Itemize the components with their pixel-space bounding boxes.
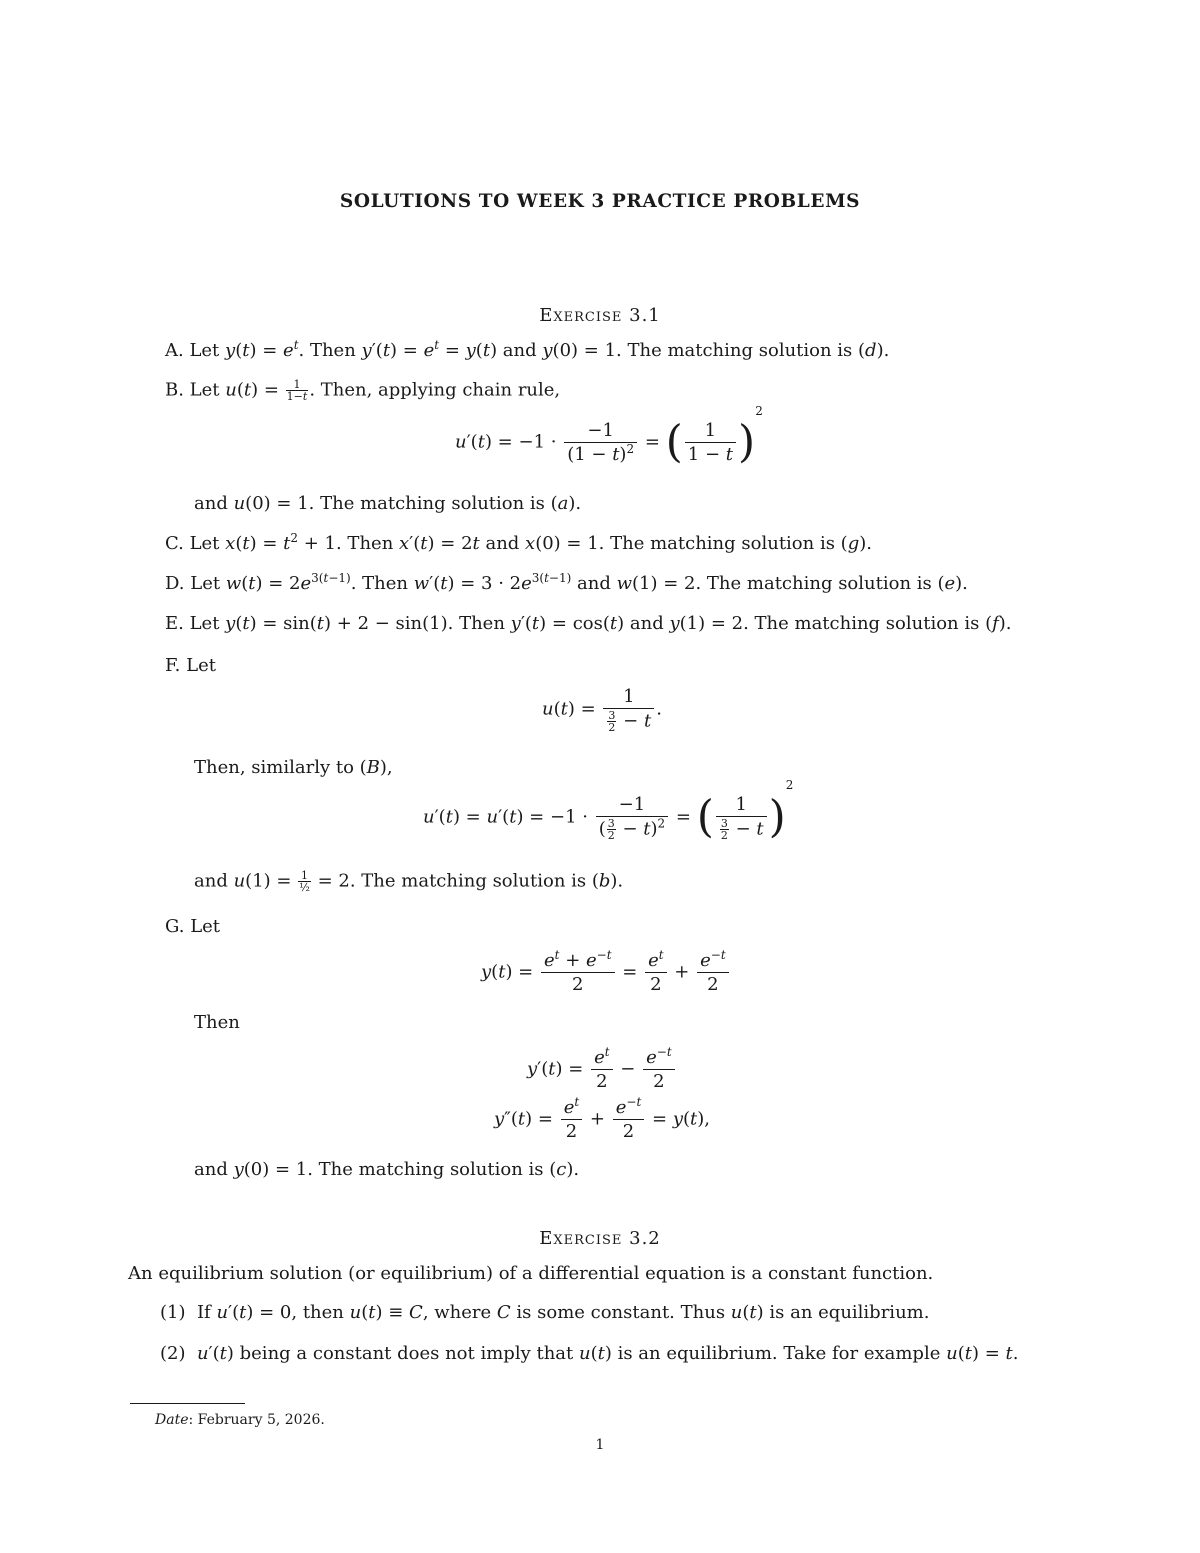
section-heading-exercise-3-1: Exercise 3.1 <box>539 305 661 326</box>
equation-g-second-derivative: y″(t) = $\frac{e^t}{2}$ + $\frac{e^{-t}}{2}$ = y(t), <box>494 1095 710 1142</box>
item-f <box>165 655 216 677</box>
item-label: A. <box>165 340 184 361</box>
item-label: F. <box>165 655 181 676</box>
footnote-date: February 5, 2026. <box>197 1412 325 1428</box>
item-g-conclusion: and y(0) = 1. The matching solution is (c). <box>194 1159 580 1180</box>
equation-b: u′(t) = −1 · $\frac{-1}{(1 - t)^2}$ = ( $\frac{1}{1 - t}$ )$^2$ <box>455 404 763 468</box>
footnote-rule <box>130 1403 245 1404</box>
ex32-item-1: (1) If u′(t) = 0, then u(t) ≡ C, where C is some constant. Thus u(t) is an equilibrium. <box>160 1302 930 1323</box>
item-b: B. Let u(t) = $\frac{1}{1-t}$ . Then, applying chain rule, <box>165 378 561 403</box>
page-title: SOLUTIONS TO WEEK 3 PRACTICE PROBLEMS <box>339 191 861 212</box>
item-label: D. <box>165 573 185 594</box>
item-label: (1) <box>160 1302 186 1323</box>
item-label: G. <box>165 916 185 937</box>
item-e: E. Let y(t) = sin(t) + 2 − sin(1). Then y′(t) = cos(t) and y(1) = 2. The matching solution is (f). <box>165 613 1012 634</box>
item-f-conclusion: and u(1) = $\frac{1}{\text{½}}$ = 2. The matching solution is (b). <box>194 869 624 894</box>
item-b-conclusion: and u(0) = 1. The matching solution is (a). <box>194 493 582 514</box>
item-d: D. Let $w(t) = 2e^{3(t-1)}$. Then $w'(t) = 3 \cdot 2e^{3(t-1)}$ and w(1) = 2. The matching solution is (e). <box>165 571 968 594</box>
item-g <box>165 916 220 938</box>
item-label: B. <box>165 379 184 401</box>
equation-f-derivative: u′(t) = u′(t) = −1 · −1 ( $\frac{3}{2}$ − t)$^2$ = ( 1 $\frac{3}{2}$ − t )$^2$ <box>423 778 794 843</box>
item-g-intro: Let <box>190 916 221 937</box>
footnote-label: Date <box>155 1412 189 1428</box>
item-label: (2) <box>160 1343 186 1364</box>
item-f-mid: Then, similarly to (B), <box>194 757 393 778</box>
footnote: Date: February 5, 2026. <box>155 1412 325 1428</box>
page-number: 1 <box>595 1437 605 1453</box>
ex32-item-2: (2) u′(t) being a constant does not imply that u(t) is an equilibrium. Take for example u(t) = t. <box>160 1343 1019 1364</box>
ex32-intro: An equilibrium solution (or equilibrium) of a differential equation is a constant function. <box>128 1263 934 1284</box>
equation-g-first-derivative: y′(t) = $\frac{e^t}{2}$ − $\frac{e^{-t}}{2}$ <box>527 1047 677 1092</box>
item-label: E. <box>165 613 184 634</box>
section-heading-exercise-3-2: Exercise 3.2 <box>539 1228 661 1249</box>
item-label: C. <box>165 533 184 554</box>
equation-g-def: y(t) = $\frac{e^t + e^{-t}}{2}$ = $\frac{e^t}{2}$ + $\frac{e^{-t}}{2}$ <box>481 950 731 995</box>
item-g-mid: Then <box>194 1012 240 1033</box>
item-c: C. Let $x(t) = t^2 + 1$. Then x′(t) = 2t and x(0) = 1. The matching solution is (g). <box>165 531 872 554</box>
equation-f-def: u(t) = 1 $\frac{3}{2}$ − t . <box>542 686 662 734</box>
item-f-intro: Let <box>186 655 216 676</box>
item-a: A. Let $y(t) = e^t$. Then $y'(t) = e^t = y(t)$ and y(0) = 1. The matching solution is (d). <box>165 338 890 361</box>
